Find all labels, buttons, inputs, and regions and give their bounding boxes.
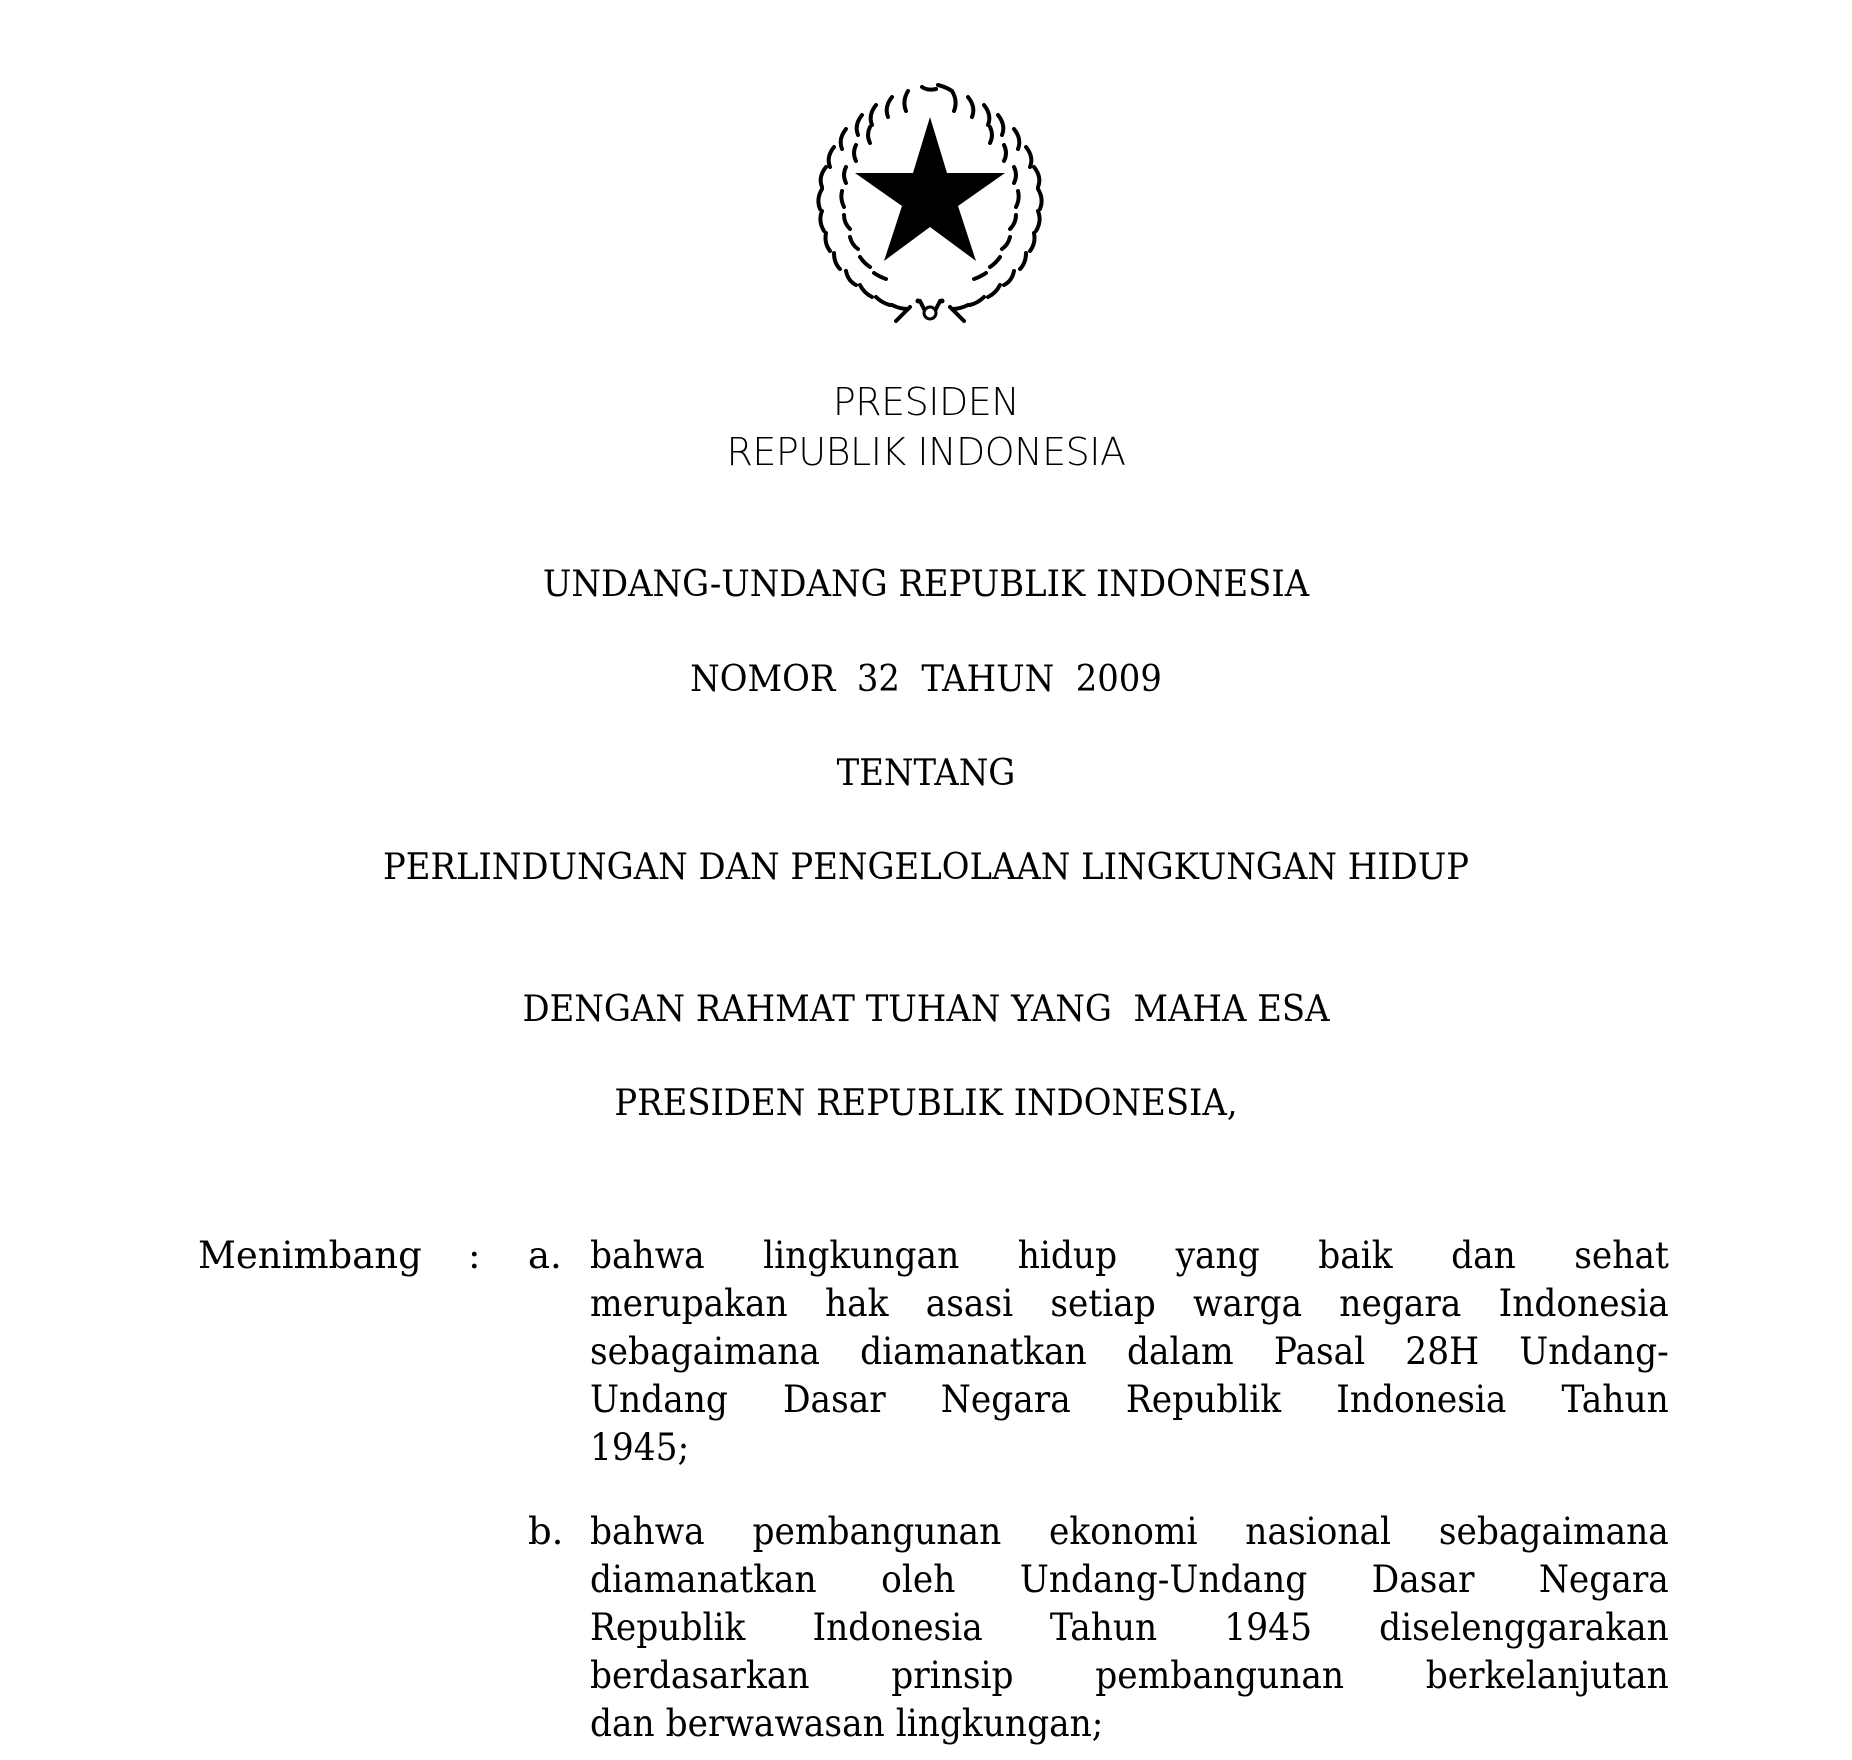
- about-label: TENTANG: [836, 753, 1016, 794]
- item-line: Republik Indonesia Tahun 1945 diselenggarakan: [590, 1606, 1669, 1649]
- item-line: sebagaimana diamanatkan dalam Pasal 28H Undang-: [590, 1330, 1669, 1373]
- item-line: Undang Dasar Negara Republik Indonesia Tahun: [590, 1378, 1669, 1421]
- item-line: diamanatkan oleh Undang-Undang Dasar Negara: [590, 1558, 1669, 1601]
- item-line: 1945;: [590, 1426, 690, 1469]
- issuer: PRESIDEN REPUBLIK INDONESIA,: [614, 1083, 1238, 1124]
- law-number: NOMOR 32 TAHUN 2009: [690, 659, 1162, 700]
- law-subject: PERLINDUNGAN DAN PENGELOLAAN LINGKUNGAN HIDUP: [382, 847, 1469, 888]
- law-type-title: UNDANG-UNDANG REPUBLIK INDONESIA: [542, 564, 1310, 605]
- republik-indonesia-heading: REPUBLIK INDONESIA: [726, 430, 1126, 474]
- considering-item-a: [198, 1232, 1678, 1472]
- considering-section: [198, 1232, 1678, 1748]
- considering-label: Menimbang: [198, 1234, 422, 1277]
- considering-item-b: [198, 1508, 1678, 1748]
- item-line: bahwa lingkungan hidup yang baik dan sehat: [590, 1234, 1669, 1277]
- item-line: bahwa pembangunan ekonomi nasional sebagaimana: [590, 1510, 1669, 1553]
- item-letter: b.: [528, 1510, 564, 1553]
- item-line: dan berwawasan lingkungan;: [590, 1702, 1104, 1745]
- item-text: [590, 1232, 1669, 1472]
- item-text: [590, 1508, 1669, 1748]
- item-letter: a.: [528, 1234, 562, 1277]
- item-line: berdasarkan prinsip pembangunan berkelanjutan: [590, 1654, 1669, 1697]
- star-wreath-emblem-icon: [800, 75, 1060, 333]
- item-line: merupakan hak asasi setiap warga negara Indonesia: [590, 1282, 1669, 1325]
- presiden-heading: PRESIDEN: [832, 380, 1020, 424]
- considering-colon: :: [468, 1234, 481, 1277]
- invocation: DENGAN RAHMAT TUHAN YANG MAHA ESA: [522, 989, 1330, 1030]
